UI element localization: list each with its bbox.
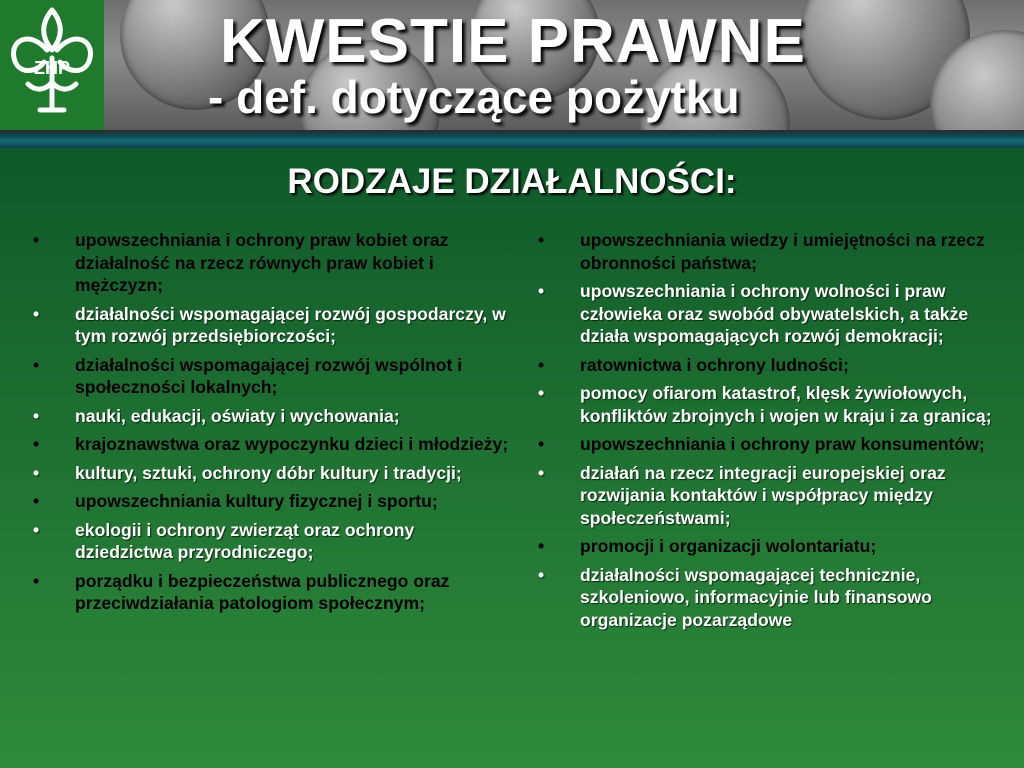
list-item [538,354,1018,377]
list-item [33,519,515,564]
list-item-text: promocji i organizacji wolontariatu; [580,536,877,556]
list-item-text: porządku i bezpieczeństwa publicznego oraz przeciwdziałania patologiom społecznym; [75,570,450,613]
bullet-icon: • [538,354,545,375]
list-item-text: upowszechniania kultury fizycznej i sportu; [75,491,438,511]
right-bullet-list [538,229,1018,637]
list-item-text: nauki, edukacji, oświaty i wychowania; [75,405,400,426]
list-item-text: kultury, sztuki, ochrony dóbr kultury i tradycji; [75,462,462,483]
bullet-icon: • [538,281,545,301]
list-item [538,462,1018,530]
slide-title-second-line: - def. dotyczące pożytku [208,71,740,123]
bullet-icon: • [33,570,40,591]
fleur-de-lis-icon [0,0,104,130]
list-item [538,229,1018,274]
bullet-icon: • [538,536,545,556]
bullet-icon: • [538,383,545,403]
list-item-text: ratownictwa i ochrony ludności; [580,354,849,375]
list-item [538,382,1018,427]
list-item-text: pomocy ofiarom katastrof, klęsk żywiołowych, konfliktów zbrojnych i wojen w kraju i za granicą; [580,383,992,426]
divider-strip [0,130,1024,148]
list-item-text: upowszechniania wiedzy i umiejętności na rzecz obronności państwa; [580,230,985,273]
bullet-icon: • [538,462,545,483]
section-heading: RODZAJE DZIAŁALNOŚCI: [287,162,737,201]
list-item [33,433,515,456]
list-item [538,280,1018,348]
left-bullet-list [33,229,515,621]
list-item-text: upowszechniania i ochrony wolności i praw człowieka oraz swobód obywatelskich, a także działa wspomagających rozwój demokracji; [580,281,969,346]
list-item-text: działalności wspomagającej rozwój gospodarczy, w tym rozwój przedsiębiorczości; [75,303,506,346]
bullet-icon: • [538,564,545,585]
list-item-text: działalności wspomagającej technicznie, szkoleniowo, informacyjnie lub finansowo organizacje pozarządowe [580,564,932,630]
bullet-icon: • [33,354,40,375]
bullet-icon: • [33,519,40,540]
list-item [33,462,515,485]
bullet-icon: • [33,405,40,426]
bullet-icon: • [33,230,40,250]
bullet-icon: • [33,303,40,324]
bullet-icon: • [538,434,545,454]
list-item-text: ekologii i ochrony zwierząt oraz ochrony dziedzictwa przyrodniczego; [75,519,415,562]
list-item-text: działań na rzecz integracji europejskiej oraz rozwijania kontaktów i współpracy między społeczeństwami; [580,462,946,528]
list-item [33,405,515,428]
bullet-icon: • [33,434,40,454]
list-item [33,570,515,615]
list-item [33,490,515,513]
bullet-icon: • [33,462,40,483]
list-item [538,564,1018,632]
bullet-icon: • [538,230,545,250]
list-item-text: upowszechniania i ochrony praw kobiet oraz działalność na rzecz równych praw kobiet i mężczyzn; [75,230,449,295]
bullet-icon: • [33,491,40,511]
svg-text:ZHP: ZHP [34,58,70,78]
slide-title: KWESTIE PRAWNE [220,7,806,76]
header-banner [0,0,1024,130]
list-item-text: krajoznawstwa oraz wypoczynku dzieci i młodzieży; [75,434,509,454]
list-item [33,354,515,399]
list-item-text: upowszechniania i ochrony praw konsumentów; [580,434,985,454]
list-item [33,303,515,348]
list-item-text: działalności wspomagającej rozwój wspólnot i społeczności lokalnych; [75,354,463,397]
list-item [538,433,1018,456]
list-item [33,229,515,297]
zhp-logo [0,0,104,130]
list-item [538,535,1018,558]
